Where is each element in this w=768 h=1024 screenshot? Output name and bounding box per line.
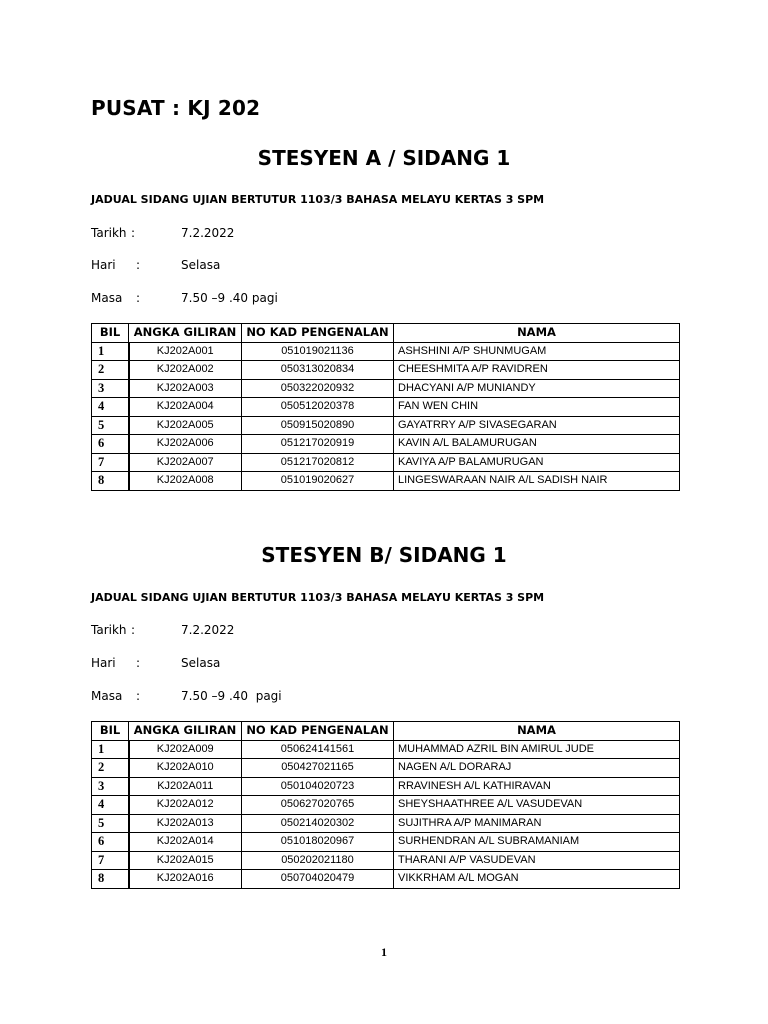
bil-cell: 7 — [92, 851, 129, 870]
table-row — [92, 759, 680, 778]
hari-value: Selasa — [181, 258, 221, 272]
angka-giliran-cell: KJ202A008 — [129, 472, 242, 491]
nama-cell: NAGEN A/L DORARAJ — [394, 759, 680, 778]
table-row — [92, 740, 680, 759]
ic-cell: 050322020932 — [242, 379, 394, 398]
angka-giliran-cell: KJ202A004 — [129, 398, 242, 417]
nama-cell: SURHENDRAN A/L SUBRAMANIAM — [394, 833, 680, 852]
nama-cell: LINGESWARAAN NAIR A/L SADISH NAIR — [394, 472, 680, 491]
ic-cell: 050915020890 — [242, 416, 394, 435]
table-row — [92, 361, 680, 380]
ic-cell: 050704020479 — [242, 870, 394, 889]
nama-cell: DHACYANI A/P MUNIANDY — [394, 379, 680, 398]
angka-giliran-cell: KJ202A013 — [129, 814, 242, 833]
nama-cell: ASHSHINI A/P SHUNMUGAM — [394, 342, 680, 361]
nama-cell: FAN WEN CHIN — [394, 398, 680, 417]
column-header-no-kad-pengenalan: NO KAD PENGENALAN — [242, 722, 394, 741]
table-row — [92, 796, 680, 815]
angka-giliran-cell: KJ202A002 — [129, 361, 242, 380]
ic-cell: 050104020723 — [242, 777, 394, 796]
masa-value: 7.50 –9 .40 pagi — [181, 291, 278, 305]
table-row — [92, 870, 680, 889]
table-row — [92, 379, 680, 398]
bil-cell: 7 — [92, 453, 129, 472]
masa-colon: : — [136, 689, 141, 703]
bil-cell: 6 — [92, 435, 129, 454]
table-row — [92, 777, 680, 796]
table-header-row — [92, 324, 680, 343]
ic-cell: 051019020627 — [242, 472, 394, 491]
angka-giliran-cell: KJ202A009 — [129, 740, 242, 759]
tarikh-colon: : — [131, 226, 136, 240]
ic-cell: 050624141561 — [242, 740, 394, 759]
column-header-nama: NAMA — [394, 324, 680, 343]
ic-cell: 050313020834 — [242, 361, 394, 380]
angka-giliran-cell: KJ202A006 — [129, 435, 242, 454]
ic-cell: 050427021165 — [242, 759, 394, 778]
bil-cell: 1 — [92, 342, 129, 361]
table-row — [92, 814, 680, 833]
angka-giliran-cell: KJ202A014 — [129, 833, 242, 852]
column-header-bil: BIL — [92, 324, 129, 343]
bil-cell: 4 — [92, 398, 129, 417]
bil-cell: 4 — [92, 796, 129, 815]
tarikh-label: Tarikh — [91, 623, 127, 637]
page-number: 1 — [381, 945, 387, 959]
nama-cell: CHEESHMITA A/P RAVIDREN — [394, 361, 680, 380]
station-a-table — [91, 323, 680, 491]
nama-cell: THARANI A/P VASUDEVAN — [394, 851, 680, 870]
angka-giliran-cell: KJ202A010 — [129, 759, 242, 778]
angka-giliran-cell: KJ202A016 — [129, 870, 242, 889]
masa-value: 7.50 –9 .40 pagi — [181, 689, 282, 703]
ic-cell: 050214020302 — [242, 814, 394, 833]
ic-cell: 051018020967 — [242, 833, 394, 852]
nama-cell: KAVIYA A/P BALAMURUGAN — [394, 453, 680, 472]
tarikh-colon: : — [131, 623, 136, 637]
bil-cell: 8 — [92, 870, 129, 889]
table-row — [92, 398, 680, 417]
ic-cell: 051217020812 — [242, 453, 394, 472]
angka-giliran-cell: KJ202A005 — [129, 416, 242, 435]
nama-cell: GAYATRRY A/P SIVASEGARAN — [394, 416, 680, 435]
nama-cell: VIKKRHAM A/L MOGAN — [394, 870, 680, 889]
ic-cell: 050627020765 — [242, 796, 394, 815]
column-header-no-kad-pengenalan: NO KAD PENGENALAN — [242, 324, 394, 343]
column-header-angka-giliran: ANGKA GILIRAN — [129, 722, 242, 741]
ic-cell: 051019021136 — [242, 342, 394, 361]
bil-cell: 3 — [92, 777, 129, 796]
nama-cell: KAVIN A/L BALAMURUGAN — [394, 435, 680, 454]
ic-cell: 050202021180 — [242, 851, 394, 870]
angka-giliran-cell: KJ202A011 — [129, 777, 242, 796]
pusat-title: PUSAT : KJ 202 — [91, 96, 261, 120]
nama-cell: RRAVINESH A/L KATHIRAVAN — [394, 777, 680, 796]
table-row — [92, 453, 680, 472]
nama-cell: MUHAMMAD AZRIL BIN AMIRUL JUDE — [394, 740, 680, 759]
angka-giliran-cell: KJ202A003 — [129, 379, 242, 398]
column-header-bil: BIL — [92, 722, 129, 741]
nama-cell: SHEYSHAATHREE A/L VASUDEVAN — [394, 796, 680, 815]
table-row — [92, 472, 680, 491]
station-b-table — [91, 721, 680, 889]
bil-cell: 5 — [92, 814, 129, 833]
hari-value: Selasa — [181, 656, 221, 670]
table-row — [92, 342, 680, 361]
angka-giliran-cell: KJ202A001 — [129, 342, 242, 361]
angka-giliran-cell: KJ202A012 — [129, 796, 242, 815]
tarikh-value: 7.2.2022 — [181, 623, 235, 637]
table-row — [92, 416, 680, 435]
column-header-nama: NAMA — [394, 722, 680, 741]
hari-colon: : — [136, 656, 141, 670]
table-row — [92, 833, 680, 852]
table-header-row — [92, 722, 680, 741]
masa-label: Masa — [91, 291, 123, 305]
column-header-angka-giliran: ANGKA GILIRAN — [129, 324, 242, 343]
table-row — [92, 851, 680, 870]
bil-cell: 2 — [92, 759, 129, 778]
ic-cell: 051217020919 — [242, 435, 394, 454]
ic-cell: 050512020378 — [242, 398, 394, 417]
nama-cell: SUJITHRA A/P MANIMARAN — [394, 814, 680, 833]
bil-cell: 6 — [92, 833, 129, 852]
tarikh-value: 7.2.2022 — [181, 226, 235, 240]
bil-cell: 5 — [92, 416, 129, 435]
bil-cell: 8 — [92, 472, 129, 491]
table-row — [92, 435, 680, 454]
station-a-title: STESYEN A / SIDANG 1 — [257, 146, 511, 170]
hari-colon: : — [136, 258, 141, 272]
tarikh-label: Tarikh — [91, 226, 127, 240]
hari-label: Hari — [91, 656, 116, 670]
masa-label: Masa — [91, 689, 123, 703]
station-b-title: STESYEN B/ SIDANG 1 — [261, 543, 507, 567]
station-b-jadual: JADUAL SIDANG UJIAN BERTUTUR 1103/3 BAHASA MELAYU KERTAS 3 SPM — [91, 591, 545, 604]
hari-label: Hari — [91, 258, 116, 272]
bil-cell: 3 — [92, 379, 129, 398]
angka-giliran-cell: KJ202A007 — [129, 453, 242, 472]
bil-cell: 1 — [92, 740, 129, 759]
angka-giliran-cell: KJ202A015 — [129, 851, 242, 870]
station-a-jadual: JADUAL SIDANG UJIAN BERTUTUR 1103/3 BAHASA MELAYU KERTAS 3 SPM — [91, 193, 545, 206]
masa-colon: : — [136, 291, 141, 305]
bil-cell: 2 — [92, 361, 129, 380]
